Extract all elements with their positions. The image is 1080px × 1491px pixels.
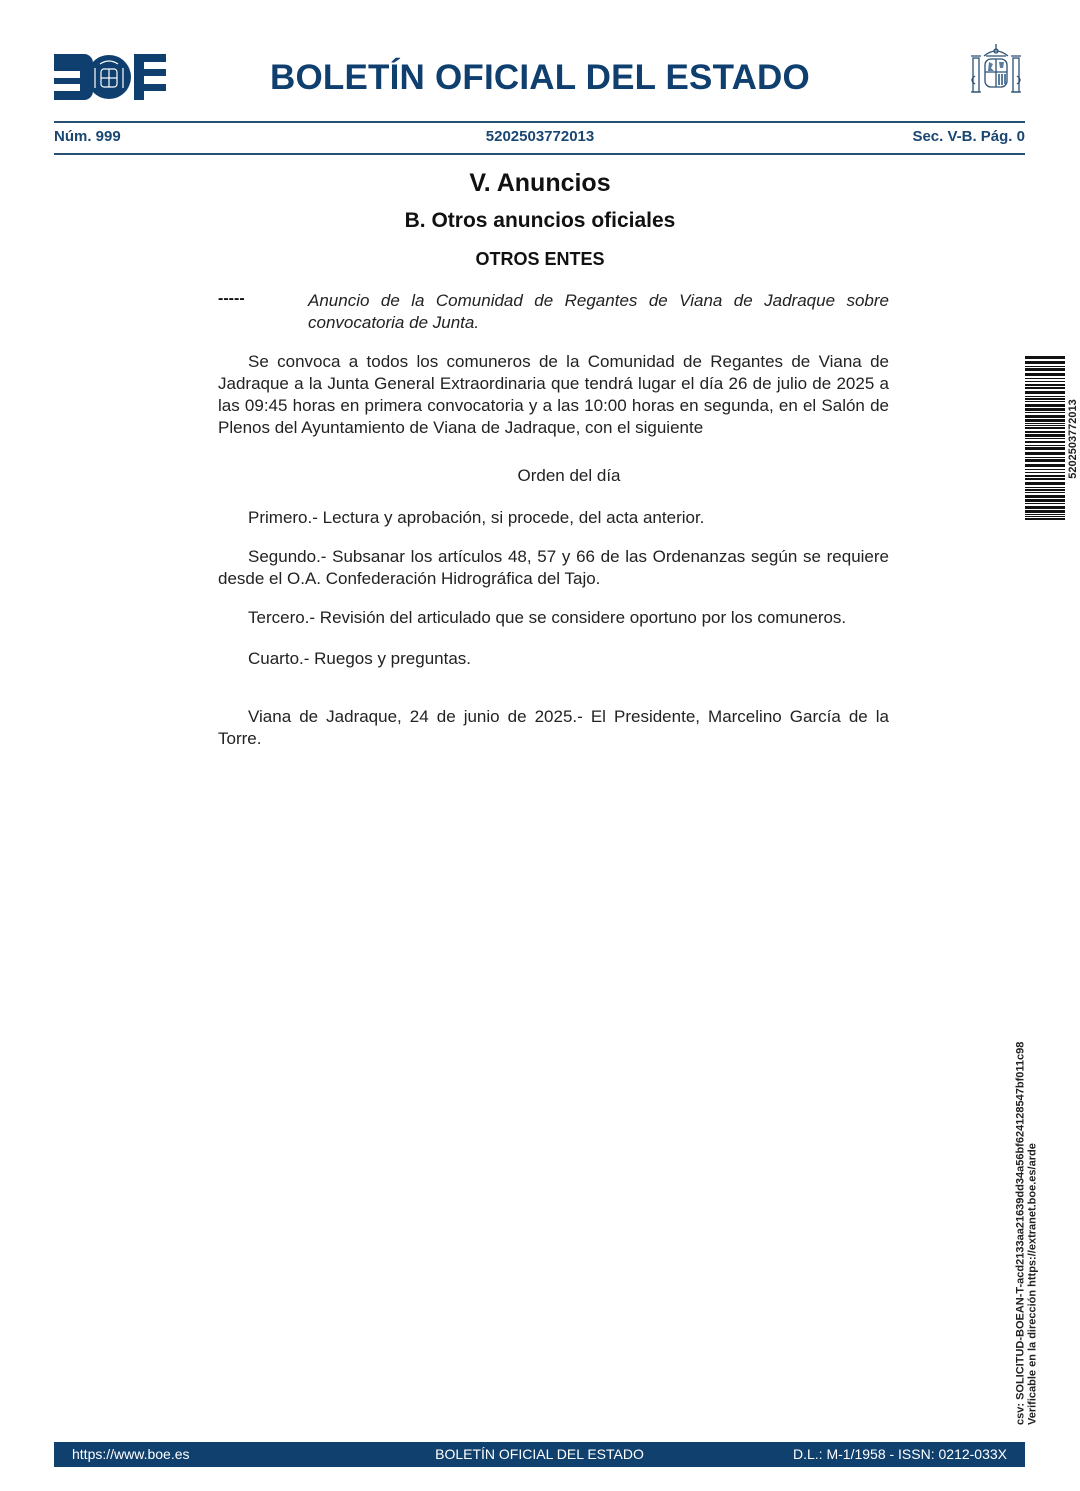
agenda-item: [218, 607, 889, 629]
barcode-bar: [1025, 510, 1065, 513]
category-heading: OTROS ENTES: [475, 249, 605, 269]
barcode-bar: [1025, 452, 1065, 455]
barcode-bar: [1025, 412, 1065, 413]
document-code: 5202503772013: [485, 128, 595, 145]
coat-of-arms-icon: [968, 42, 1024, 104]
bulletin-title: BOLETÍN OFICIAL DEL ESTADO: [270, 58, 810, 97]
section-page: Sec. V-B. Pág. 0: [912, 128, 1025, 145]
barcode-bar: [1025, 396, 1065, 397]
barcode-bar: [1025, 492, 1065, 493]
barcode-bar: [1025, 445, 1065, 446]
barcode-bar: [1025, 419, 1065, 422]
announcement-marker: -----: [218, 290, 245, 307]
footer-url-link[interactable]: https://www.boe.es: [72, 1446, 190, 1462]
boe-logo: [54, 54, 166, 100]
barcode-bar: [1025, 415, 1065, 418]
barcode-bar: [1025, 506, 1065, 509]
barcode-bar: [1025, 427, 1065, 429]
header-top-rule: [54, 121, 1025, 123]
agenda-item: [218, 507, 889, 529]
footer-legal: D.L.: M-1/1958 - ISSN: 0212-033X: [793, 1446, 1007, 1462]
barcode-bar: [1025, 391, 1065, 394]
barcode-bar: [1025, 381, 1065, 382]
csv-verify-url: Verificable en la dirección https://extranet.boe.es/arde: [1026, 1143, 1038, 1425]
agenda-item-text: Tercero.- Revisión del articulado que se considere oportuno por los comuneros.: [248, 608, 847, 627]
issue-number: Núm. 999: [54, 128, 121, 145]
barcode-number-text: 5202503772013: [1067, 399, 1079, 479]
barcode-bar: [1025, 487, 1065, 488]
barcode-bar: [1025, 464, 1065, 467]
csv-code: csv: SOLICITUD-BOEAN-T-acd2133aa21639dd34a56bf624128547bf011c98: [1014, 1041, 1027, 1425]
barcode-bar: [1025, 401, 1065, 402]
barcode-bar: [1025, 441, 1065, 443]
barcode-bar: [1025, 472, 1065, 473]
section-heading: V. Anuncios: [469, 169, 611, 197]
barcode-bar: [1025, 447, 1065, 450]
barcode-bar: [1025, 384, 1065, 386]
subsection-heading: B. Otros anuncios oficiales: [404, 209, 676, 232]
barcode-bar: [1025, 434, 1065, 437]
footer-title: BOLETÍN OFICIAL DEL ESTADO: [435, 1446, 644, 1462]
barcode-bar: [1025, 459, 1065, 462]
footer-bar: [54, 1442, 1025, 1467]
barcode-bar: [1025, 499, 1065, 502]
barcode-bar: [1025, 366, 1065, 367]
barcode-bar: [1025, 478, 1065, 480]
barcode-bar: [1025, 404, 1065, 407]
barcode-bar: [1025, 489, 1065, 491]
agenda-title: Orden del día: [517, 466, 621, 485]
barcode-bar: [1025, 425, 1065, 426]
barcode-bar: [1025, 482, 1065, 485]
barcode-bar: [1025, 514, 1065, 515]
barcode-bar: [1025, 495, 1065, 498]
csv-verification: [1011, 985, 1043, 1425]
barcode-bar: [1025, 356, 1065, 359]
header-bottom-rule: [54, 153, 1025, 155]
agenda-item: [218, 546, 889, 590]
intro-paragraph: [218, 351, 889, 439]
barcode-bar: [1025, 378, 1065, 379]
agenda-item: [218, 648, 889, 670]
barcode-bar: [1025, 387, 1065, 389]
announcement-summary: Anuncio de la Comunidad de Regantes de Viana de Jadraque sobre convocatoria de Junta.: [308, 291, 889, 332]
barcode-bar: [1025, 408, 1065, 411]
signature-paragraph: [218, 706, 889, 750]
barcode-bar: [1025, 361, 1065, 364]
barcode-bar: [1025, 373, 1065, 376]
barcode-bar: [1025, 423, 1065, 424]
agenda-item-text: Cuarto.- Ruegos y preguntas.: [248, 649, 472, 668]
agenda-item-text: Primero.- Lectura y aprobación, si procede, del acta anterior.: [248, 508, 705, 527]
barcode-bar: [1025, 516, 1065, 517]
barcode-bar: [1025, 457, 1065, 458]
barcode-bar: [1025, 518, 1065, 520]
barcode-bar: [1025, 469, 1065, 470]
agenda-item-text: Segundo.- Subsanar los artículos 48, 57 y 66 de las Ordenanzas según se requiere desde el O.A. Confederación Hidrográfica del Tajo.: [218, 547, 889, 588]
barcode-bar: [1025, 438, 1065, 439]
barcode-bar: [1025, 398, 1065, 400]
barcode-bar: [1025, 475, 1065, 477]
intro-text: Se convoca a todos los comuneros de la Comunidad de Regantes de Viana de Jadraque a la Junta General Extraordinaria que tendrá lugar el día 26 de julio de 2025 a las 09:45 horas en primera convocatoria y a las 10:00 horas en segunda, en el Salón de Plenos del Ayuntamiento de Viana de Jadraque, con el siguiente: [218, 352, 889, 437]
signature-text: Viana de Jadraque, 24 de junio de 2025.- El Presidente, Marcelino García de la Torre.: [218, 707, 889, 748]
barcode-bar: [1025, 368, 1065, 371]
barcode-number: [1066, 356, 1080, 522]
barcode-bar: [1025, 431, 1065, 433]
barcode-bar: [1025, 503, 1065, 504]
barcode: [1025, 356, 1065, 522]
